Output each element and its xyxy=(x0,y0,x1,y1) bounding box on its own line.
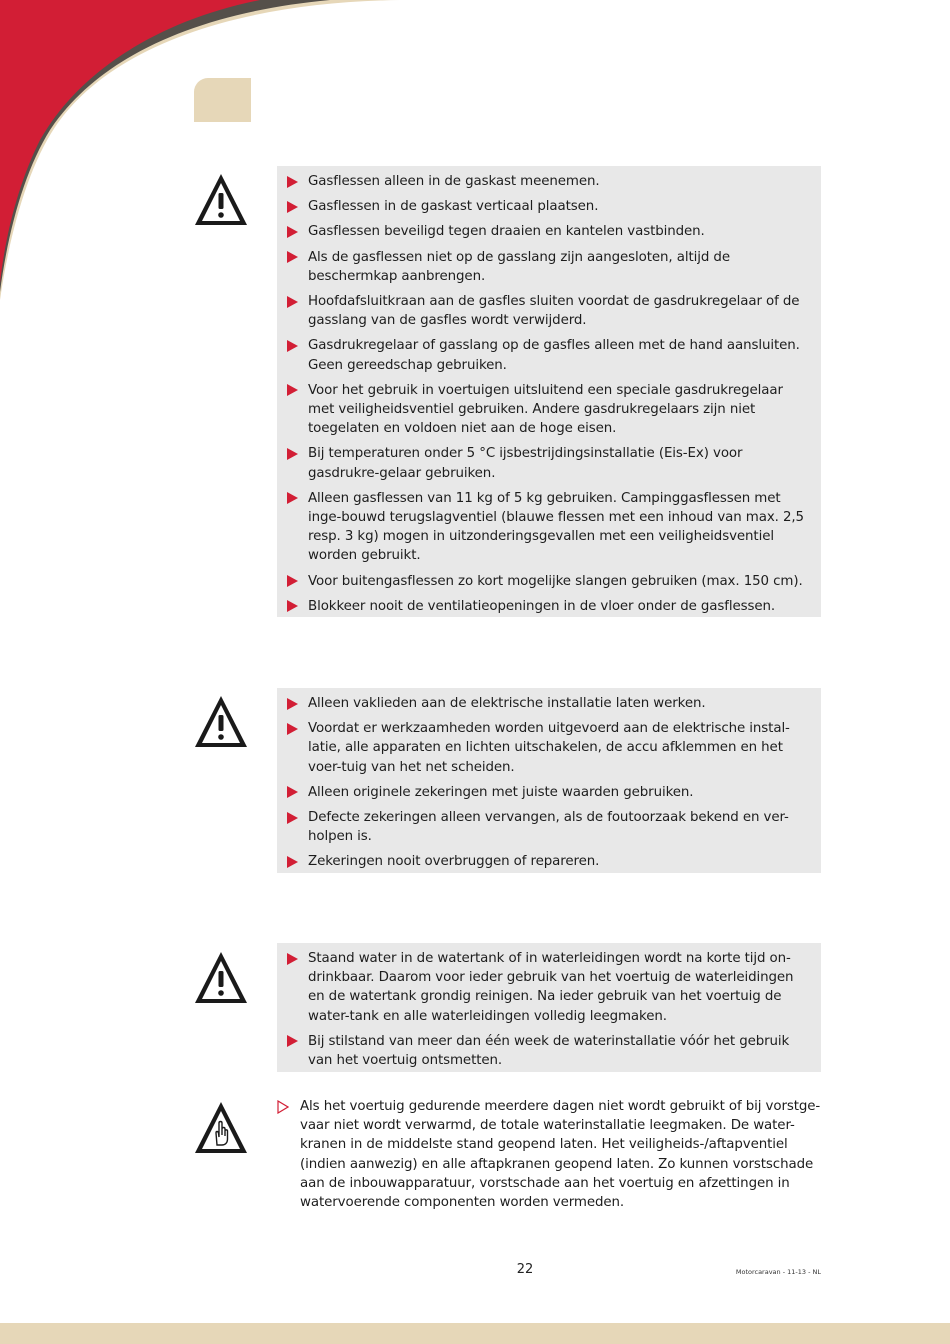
warning-icon xyxy=(192,693,250,751)
bullet-arrow-icon xyxy=(287,197,308,216)
bullet-arrow-icon xyxy=(287,597,308,616)
bullet-arrow-icon xyxy=(287,808,308,827)
list-item: Bij temperaturen onder 5 °C ijsbestrijdingsinstallatie (Eis-Ex) voor gasdrukre-gelaar gebruiken. xyxy=(287,442,811,486)
bullet-arrow-icon xyxy=(287,949,308,968)
list-item: Voor het gebruik in voertuigen uitsluitend een speciale gasdrukregelaar met veiligheidsventiel gebruiken. Andere gasdrukregelaars zijn niet toegelaten en voldoen niet aan de hoge eisen. xyxy=(287,379,811,443)
chapter-tab xyxy=(194,78,251,122)
bullet-arrow-icon xyxy=(287,222,308,241)
hand-note-icon xyxy=(192,1099,250,1157)
bullet-arrow-icon xyxy=(287,783,308,802)
document-id: Motorcaravan - 11-13 - NL xyxy=(735,1268,821,1276)
list-item: Alleen originele zekeringen met juiste waarden gebruiken. xyxy=(287,781,811,806)
electrical-safety-warning-box xyxy=(277,688,821,873)
bullet-arrow-icon xyxy=(287,292,308,311)
gas-safety-warning-box xyxy=(277,166,821,617)
list-item: Zekeringen nooit overbruggen of repareren. xyxy=(287,850,811,875)
list-item: Bij stilstand van meer dan één week de waterinstallatie vóór het gebruik van het voertuig ontsmetten. xyxy=(287,1030,811,1074)
bullet-arrow-icon xyxy=(287,248,308,267)
list-item: Hoofdafsluitkraan aan de gasfles sluiten voordat de gasdrukregelaar of de gasslang van de gasfles wordt verwijderd. xyxy=(287,290,811,334)
list-item: Als de gasflessen niet op de gasslang zijn aangesloten, altijd de beschermkap aanbrengen. xyxy=(287,246,811,290)
bullet-arrow-icon xyxy=(287,444,308,463)
list-item: Gasflessen in de gaskast verticaal plaatsen. xyxy=(287,195,811,220)
list-item: Gasflessen beveiligd tegen draaien en kantelen vastbinden. xyxy=(287,220,811,245)
bullet-arrow-icon xyxy=(287,719,308,738)
bullet-arrow-icon xyxy=(287,172,308,191)
list-item: Gasdrukregelaar of gasslang op de gasfles alleen met de hand aansluiten. Geen gereedschap gebruiken. xyxy=(287,334,811,378)
bullet-arrow-icon xyxy=(287,489,308,508)
bullet-arrow-icon xyxy=(287,572,308,591)
list-item: Defecte zekeringen alleen vervangen, als de foutoorzaak bekend en ver-holpen is. xyxy=(287,806,811,850)
bullet-arrow-icon xyxy=(287,852,308,871)
bullet-arrow-icon xyxy=(287,336,308,355)
footer-band xyxy=(0,1323,950,1344)
frost-note xyxy=(277,1097,825,1212)
list-item: Voordat er werkzaamheden worden uitgevoerd aan de elektrische instal-latie, alle apparaten en lichten uitschakelen, de accu afklemmen en het voer-tuig van het net scheiden. xyxy=(287,717,811,781)
warning-icon xyxy=(192,171,250,229)
list-item: Voor buitengasflessen zo kort mogelijke slangen gebruiken (max. 150 cm). xyxy=(287,570,811,595)
bullet-arrow-icon xyxy=(287,1032,308,1051)
warning-icon xyxy=(192,949,250,1007)
note-text: Als het voertuig gedurende meerdere dagen niet wordt gebruikt of bij vorstge-vaar niet wordt verwarmd, de totale waterinstallatie leegmaken. De water-kranen in de middelste stand geopend laten. Het veiligheids-/aftapventiel (indien aanwezig) en alle aftapkranen geopend laten. Zo kunnen vorstschade aan de inbouwapparatuur, vorstschade aan het voertuig en afzettingen in watervoerende componenten worden vermeden. xyxy=(300,1099,821,1211)
list-item: Staand water in de watertank of in waterleidingen wordt na korte tijd on-drinkbaar. Daarom voor ieder gebruik van het voertuig de waterleidingen en de watertank grondig reinigen. Na ieder gebruik van het voertuig de water-tank en alle waterleidingen volledig leegmaken. xyxy=(287,947,811,1030)
bullet-outline-arrow-icon xyxy=(277,1097,300,1116)
list-item: Gasflessen alleen in de gaskast meenemen. xyxy=(287,170,811,195)
water-safety-warning-box xyxy=(277,943,821,1072)
list-item: Alleen vaklieden aan de elektrische installatie laten werken. xyxy=(287,692,811,717)
list-item: Blokkeer nooit de ventilatieopeningen in de vloer onder de gasflessen. xyxy=(287,595,811,620)
bullet-arrow-icon xyxy=(287,381,308,400)
bullet-arrow-icon xyxy=(287,694,308,713)
list-item: Alleen gasflessen van 11 kg of 5 kg gebruiken. Campinggasflessen met inge-bouwd terugslagventiel (blauwe flessen met een inhoud van max. 2,5 resp. 3 kg) mogen in uitzonderingsgevallen met een veiligheidsventiel worden gebruikt. xyxy=(287,487,811,570)
page-number: 22 xyxy=(516,1262,534,1277)
